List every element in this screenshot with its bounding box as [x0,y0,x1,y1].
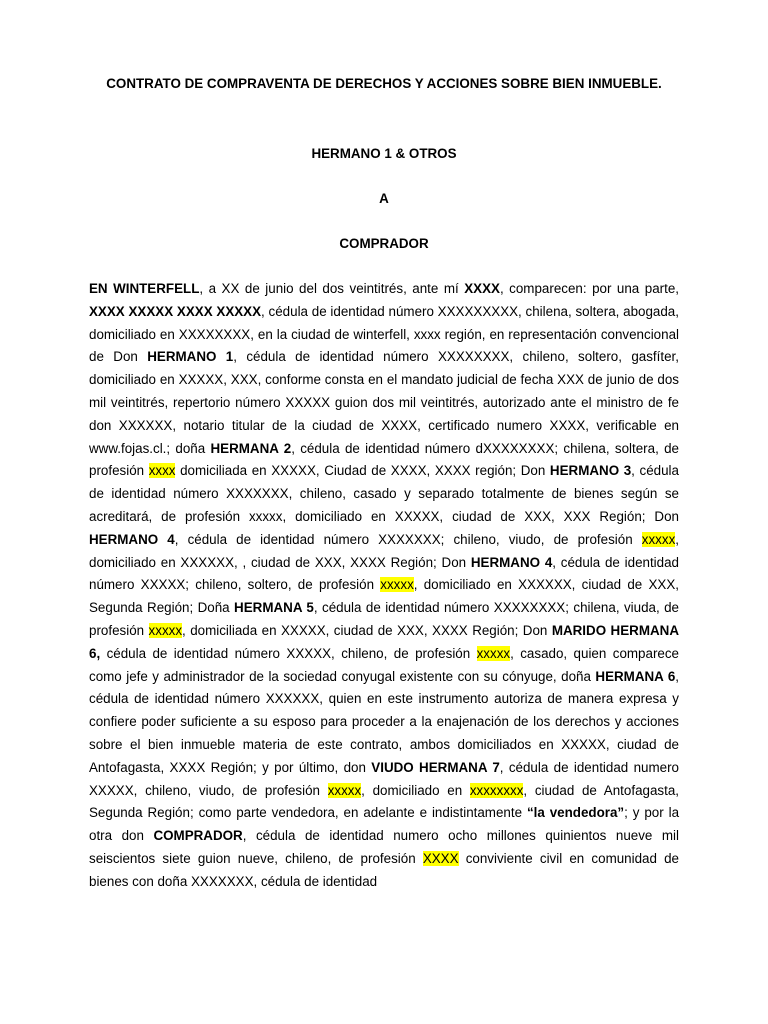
bold-text-span: HERMANO 1 [147,349,234,365]
text-span: , cédula de identidad numero XXXXX, chileno, viudo, de profesión [89,759,679,798]
text-span: , comparecen: por una parte, [499,281,679,296]
text-span: , cédula de identidad número XXXXX; chileno, soltero, de profesión [89,554,680,593]
bold-text-span: XXXX XXXXX XXXX XXXXX [89,303,262,319]
highlighted-text-span: xxxxxxxx [469,782,524,798]
bold-text-span: HERMANA 5 [234,600,314,616]
text-span: , cédula de identidad número XXXXXXXXX, chilena, soltera, abogada, domiciliado en XXXXXXXX, en la ciudad de winterfell, xxxx región, en representación convencional de Don [89,303,679,365]
parties-line: HERMANO 1 & OTROS [311,146,457,161]
bold-text-span: “la vendedora” [526,805,625,821]
highlighted-text-span: xxxxx [148,622,183,638]
text-span: ; y por la otra don [89,805,680,844]
highlighted-text-span: xxxxx [476,645,511,661]
text-span: , domiciliado en [361,782,470,798]
text-span: , domiciliado en XXXXXX, ciudad de XXX, Segunda Región; Doña [89,577,679,616]
bold-text-span: HERMANO 4 [470,554,553,570]
text-span: , cédula de identidad número XXXXXXXX, chileno, soltero, gasfíter, domiciliado en XXXXX, XXX, conforme consta en el mandato judicial de fecha XXX de junio de dos mil veintitrés, repertorio número XXXXX guion dos mil veintitrés, autorizado ante el ministro de fe don XXXXXX, notario titular de la ciudad de XXXX, certificado numero XXXX, verificable en www.fojas.cl.; doña [89,349,679,456]
bold-text-span: COMPRADOR [153,828,243,844]
bold-text-span: HERMANO 4 [89,531,175,547]
text-span: , cédula de identidad número XXXXXXX; chileno, viudo, de profesión [174,531,642,547]
text-span: , cédula de identidad número XXXXXXXX; chilena, viuda, de profesión [89,600,679,638]
bold-text-span: MARIDO HERMANA 6, [89,622,679,661]
text-span: , cédula de identidad numero ocho millones quinientos nueve mil seiscientos siete guion nueve, chileno, de profesión [89,828,679,866]
highlighted-text-span: XXXX [422,850,459,866]
text-span: cédula de identidad número XXXXX, chileno, de profesión [100,645,477,661]
text-span: conviviente civil en comunidad de bienes con doña XXXXXXX, cédula de identidad [89,850,679,889]
text-span: domiciliada en XXXXX, Ciudad de XXXX, XXXX región; Don [175,463,550,479]
highlighted-text-span: xxxx [148,463,176,479]
text-span: , cédula de identidad número XXXXXX, quien en este instrumento autoriza de manera expresa y confiere poder suficiente a su esposo para proceder a la enajenación de los derechos y acciones sobre el bien inmueble materia de este contrato, ambos domiciliados en XXXXX, ciudad de Antofagasta, XXXX Región; y por último, don [89,668,680,775]
buyer-line: COMPRADOR [339,236,429,251]
highlighted-text-span: xxxxx [641,531,676,547]
highlighted-text-span: xxxxx [327,782,362,798]
text-span: , domiciliado en XXXXXX, , ciudad de XXX, XXXX Región; Don [89,531,679,570]
text-span: , casado, quien comparece como jefe y administrador de la sociedad conyugal existente con su cónyuge, doña [89,645,679,684]
highlighted-text-span: xxxxx [380,577,414,593]
text-span: , ciudad de Antofagasta, Segunda Región; como parte vendedora, en adelante e indistintamente [89,782,679,821]
text-span: , cédula de identidad número XXXXXXX, chileno, casado y separado totalmente de bienes según se acreditará, de profesión xxxxx, domiciliado en XXXXX, ciudad de XXX, XXX Región; Don [89,463,679,524]
a-line: A [379,191,389,206]
contract-body [89,278,679,894]
document-title: CONTRATO DE COMPRAVENTA DE DERECHOS Y ACCIONES SOBRE BIEN INMUEBLE. [106,76,662,91]
bold-text-span: HERMANO 3 [549,463,632,479]
text-span: , domiciliada en XXXXX, ciudad de XXX, XXXX Región; Don [182,622,552,638]
bold-text-span: XXXX [464,281,500,296]
bold-text-span: HERMANA 2 [210,440,292,456]
bold-text-span: VIUDO HERMANA 7 [371,759,500,775]
bold-text-span: HERMANA 6 [595,668,676,684]
text-span: , a XX de junio del dos veintitrés, ante mí [199,281,465,296]
text-span: , cédula de identidad número dXXXXXXXX; chilena, soltera, de profesión [89,440,679,479]
bold-text-span: EN WINTERFELL [89,281,200,296]
